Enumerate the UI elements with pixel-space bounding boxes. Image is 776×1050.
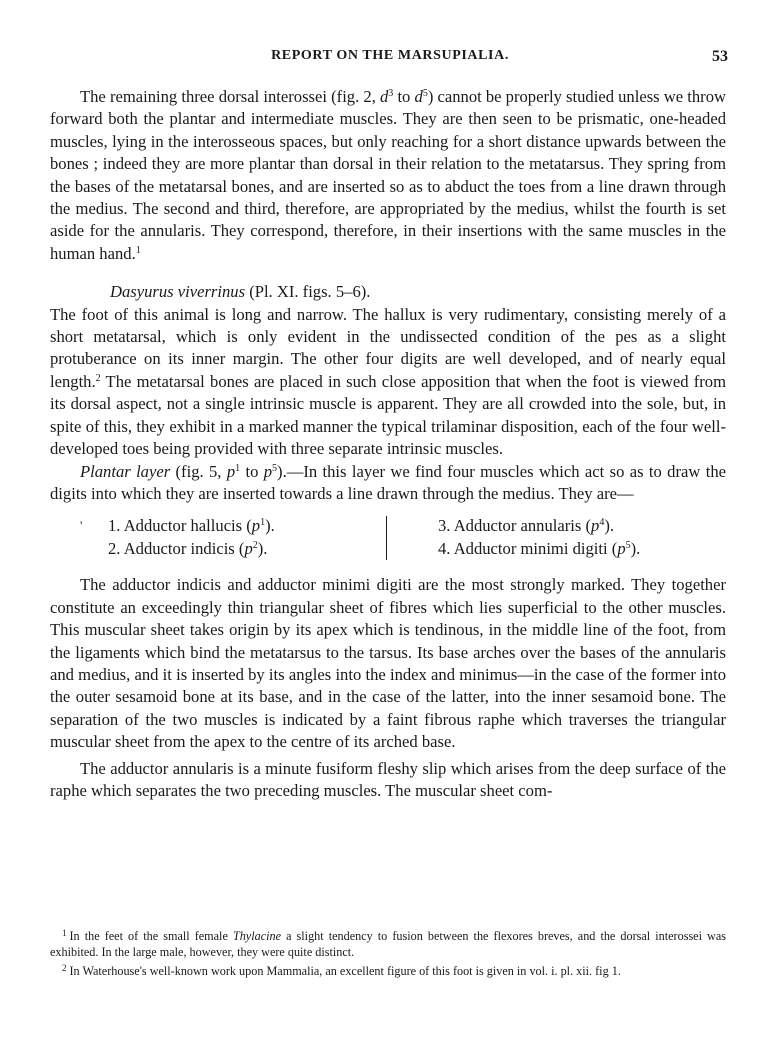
symbol-p: p: [617, 539, 626, 559]
superscript: 3: [388, 88, 394, 99]
superscript: 5: [272, 462, 278, 474]
footnote-1: [50, 925, 726, 960]
body-text: [50, 86, 726, 802]
paragraph-plantar-layer: [50, 461, 726, 506]
muscle-list: [50, 514, 726, 564]
symbol-p: p: [263, 461, 273, 481]
symbol-p: p: [591, 516, 600, 536]
subsection-heading: Plantar layer: [80, 461, 171, 481]
superscript: 1: [260, 517, 266, 529]
list-column-right: [438, 514, 640, 560]
text-run: (fig. 5,: [170, 461, 227, 481]
item-name: Adductor hallucis (: [123, 516, 252, 536]
page-number: 53: [712, 48, 728, 65]
list-divider: [386, 516, 387, 560]
text-run: to: [240, 461, 264, 481]
text-run: In the feet of the small female: [69, 929, 233, 943]
symbol-p: p: [226, 461, 236, 481]
text-run: a slight tendency to fusion between the flexores breves, and the dorsal interossei was exhibited. In the large male, however, they were quite distinct.: [50, 929, 727, 960]
plate-reference: (Pl. XI. figs. 5–6).: [245, 282, 371, 302]
text-run: ) cannot be properly studied unless we throw forward both the plantar and intermediate muscles. They are then seen to be prismatic, one-headed muscles, lying in the interosseous spaces, but only reaching for a short distance upwards between the bones ; indeed they are more plantar than dorsal in their relation to the metatarsus. They spring from the bases of the metatarsal bones, and are inserted so as to abduct the toes from a line drawn through the medius. The second and third, therefore, are appropriated by the medius, whilst the fourth is set aside for the annularis. They correspond, therefore, in their insertions with the same muscles in the human hand.: [50, 87, 726, 263]
paragraph-adductor-annularis: The adductor annularis is a minute fusiform fleshy slip which arises from the deep surface of the raphe which separates the two preceding muscles. The muscular sheet com-: [50, 758, 726, 800]
text-run: In Waterhouse's well-known work upon Mammalia, an excellent figure of this foot is given in vol. i. pl. xii. fig 1.: [69, 964, 621, 979]
footnote-marker: 1: [62, 928, 67, 938]
section-heading-dasyurus: [50, 281, 726, 303]
item-close: ).: [630, 539, 641, 559]
list-item: [438, 514, 640, 537]
species-name: Dasyurus viverrinus: [110, 282, 246, 302]
superscript: 5: [625, 540, 631, 552]
list-item: [438, 537, 640, 560]
footnotes: [50, 925, 726, 980]
item-number: 3.: [438, 516, 451, 536]
stray-mark: ': [80, 518, 83, 534]
symbol-d: d: [414, 87, 423, 106]
superscript: 1: [235, 462, 241, 474]
symbol-p: p: [251, 516, 261, 536]
spacer: [50, 265, 726, 281]
running-head: [52, 48, 728, 70]
paragraph-adductor-sheet: The adductor indicis and adductor minimi digiti are the most strongly marked. They together constitute an exceedingly thin triangular sheet of fibres which lies superficial to the other muscles. This muscular sheet takes origin by its apex which is tendinous, in the middle line of the foot, from the ligaments which bind the metatarsus to the tarsus. Its base arches over the bases of the annularis and medius, and it is inserted by its angles into the index and minimus—in the case of the former into the outer sesamoid bone at its base, and in the case of the latter, into the inner sesamoid bone. The separation of the two muscles is indicated by a faint fibrous raphe which traverses the triangular muscular sheet from the apex to the centre of its arched base.: [50, 575, 726, 752]
item-number: 2.: [108, 539, 121, 559]
symbol-d: d: [380, 87, 389, 106]
superscript: 5: [422, 88, 428, 99]
text-run: ).—In this layer we find four muscles which act so as to draw the digits into which they are inserted towards a line drawn through the medius. They are—: [50, 461, 726, 503]
item-number: 4.: [438, 539, 451, 559]
footnote-marker: 2: [62, 963, 67, 974]
paragraph-foot-description: [50, 304, 726, 461]
footnote-reference: 1: [135, 244, 141, 256]
item-close: ).: [265, 516, 275, 536]
text-run: The metatarsal bones are placed in such close apposition that when the foot is viewed from its dorsal aspect, not a single intrinsic muscle is apparent. They are all crowded into the sole, but, in spite of this, they exhibit in a marked manner the typical trilaminar disposition, each of the four well-developed toes being provided with three separate intrinsic muscles.: [50, 371, 726, 459]
item-close: ).: [257, 539, 268, 559]
text-run: The remaining three dorsal interossei (fig. 2,: [80, 87, 380, 106]
superscript: 4: [599, 517, 605, 529]
list-item: [108, 537, 275, 560]
list-column-left: [108, 514, 275, 560]
footnote-reference: 2: [95, 372, 101, 384]
running-title: REPORT ON THE MARSUPIALIA.: [271, 48, 509, 63]
item-name: Adductor minimi digiti (: [453, 539, 618, 559]
superscript: 2: [252, 540, 258, 552]
genus-name: Thylacine: [232, 929, 281, 943]
paragraph-dorsal-interossei: [50, 86, 726, 265]
item-close: ).: [604, 516, 614, 536]
item-name: Adductor annularis (: [453, 516, 592, 536]
item-name: Adductor indicis (: [123, 539, 245, 559]
list-item: [108, 514, 275, 537]
footnote-2: [50, 960, 726, 979]
text-run: The foot of this animal is long and narrow. The hallux is very rudimentary, consisting merely of a short metatarsal, which is only evident in the undissected condition of the pes as a slight protuberance on its inner margin. The other four digits are well developed, and of nearly equal length.: [50, 304, 726, 391]
item-number: 1.: [108, 516, 121, 536]
symbol-p: p: [244, 539, 253, 559]
text-run: to: [393, 87, 415, 106]
